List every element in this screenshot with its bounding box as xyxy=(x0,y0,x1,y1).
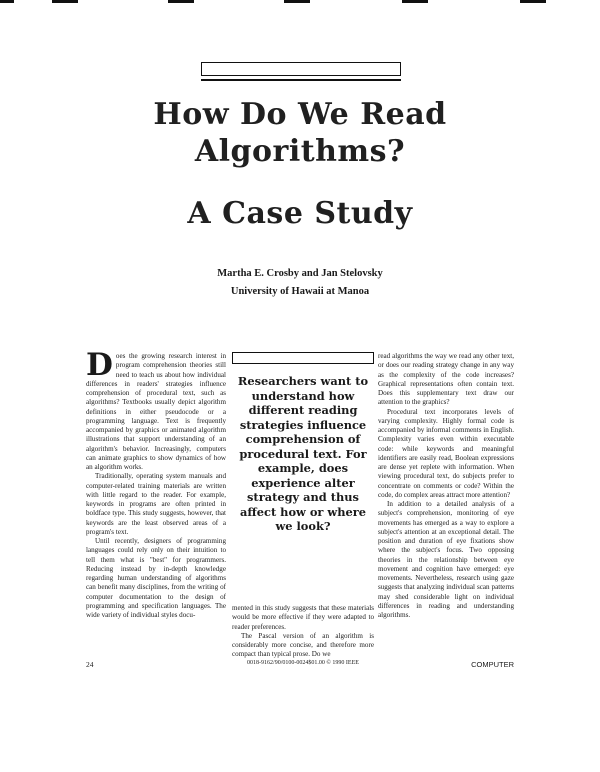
article-title-line-2: Algorithms? xyxy=(194,134,406,169)
crop-mark xyxy=(168,0,194,3)
body-paragraph: mented in this study suggests that these materials would be more effective if they were adapted to reader preferences. xyxy=(232,604,374,631)
page-number: 24 xyxy=(86,660,94,669)
pull-quote-box xyxy=(232,352,374,364)
article-title-line-1: How Do We Read xyxy=(153,97,447,132)
body-paragraph: The Pascal version of an algorithm is considerably more concise, and therefore more compact than typical prose. Do we xyxy=(232,631,374,659)
crop-mark xyxy=(520,0,546,3)
crop-mark xyxy=(0,0,14,3)
body-paragraph: Traditionally, operating system manuals and computer-related training materials are written with little regard to the reader. For example, keywords in programs are often printed in boldface type. This study suggests, however, that keywords are the least observed areas of a program's text. xyxy=(86,472,226,536)
author-names: Martha E. Crosby and Jan Stelovsky xyxy=(217,268,383,279)
pull-quote: Researchers want to understand how different reading strategies influence comprehension of procedural text. For example, does experience alter strategy and thus affect how or where we look? xyxy=(237,374,369,533)
header-rule xyxy=(201,79,401,81)
body-paragraph: read algorithms the way we read any other text, or does our reading strategy change in any way as the complexity of the code increases? Graphical representations often contain text. Does this supplementary text draw our attention to the graphics? xyxy=(378,352,514,407)
crop-mark xyxy=(402,0,428,3)
body-paragraph xyxy=(86,347,226,472)
journal-name: COMPUTER xyxy=(471,660,514,669)
body-paragraph: In addition to a detailed analysis of a subject's comprehension, monitoring of eye movements has emerged as a way to explore a subject's attention at an exceptional detail. The position and duration of eye fixations show where the subject's focus. Two opposing theories in the relationship between eye movement and cognition have emerged: eye movements. Nevertheless, research using gaze suggests that analyzing individual scan patterns may shed considerable light on individual differences in reading and understanding algorithms. xyxy=(378,500,514,619)
paragraph-text: oes the growing research interest in program comprehension theories still need to teach us about how individual differences in readers' strategies influence comprehension of procedural text, such as algorithms? Textbooks usually depict algorithm definitions in either pseudocode or a programming language. Text is frequently accompanied by graphics or animated algorithm illustrations that support understanding of an algorithm's behavior. Increasingly, computers can animate graphics to show dynamics of how an algorithm works. xyxy=(86,352,226,471)
article-column-1 xyxy=(86,347,226,647)
copyright-line: 0018-9162/90/0100-0024$01.00 © 1990 IEEE xyxy=(247,660,359,666)
crop-mark xyxy=(284,0,310,3)
drop-cap: D xyxy=(86,347,113,383)
header-box xyxy=(201,62,401,76)
body-paragraph: Until recently, designers of programming languages could rely only on their intuition to tell them what is "best" for programmers. Reducing instead by in-depth knowledge regarding human understanding of algorithms can benefit many disciplines, from the writing of computer documentation to the design of programming and specification languages. The wide variety of individual styles docu- xyxy=(86,537,226,619)
crop-mark xyxy=(52,0,78,3)
body-paragraph: Procedural text incorporates levels of varying complexity. Highly formal code is accompanied by informal comments in English. Complexity varies even within executable code: while keywords and meaningful identifiers are easily read, Boolean expressions are dense yet replete with information. When viewing procedural text, do subjects prefer to concentrate on comments or code? Within the code, do complex areas attract more attention? xyxy=(378,407,514,499)
article-column-2 xyxy=(232,604,374,659)
author-affiliation: University of Hawaii at Manoa xyxy=(230,286,370,297)
article-column-3 xyxy=(378,352,514,647)
article-subtitle: A Case Study xyxy=(187,196,413,231)
